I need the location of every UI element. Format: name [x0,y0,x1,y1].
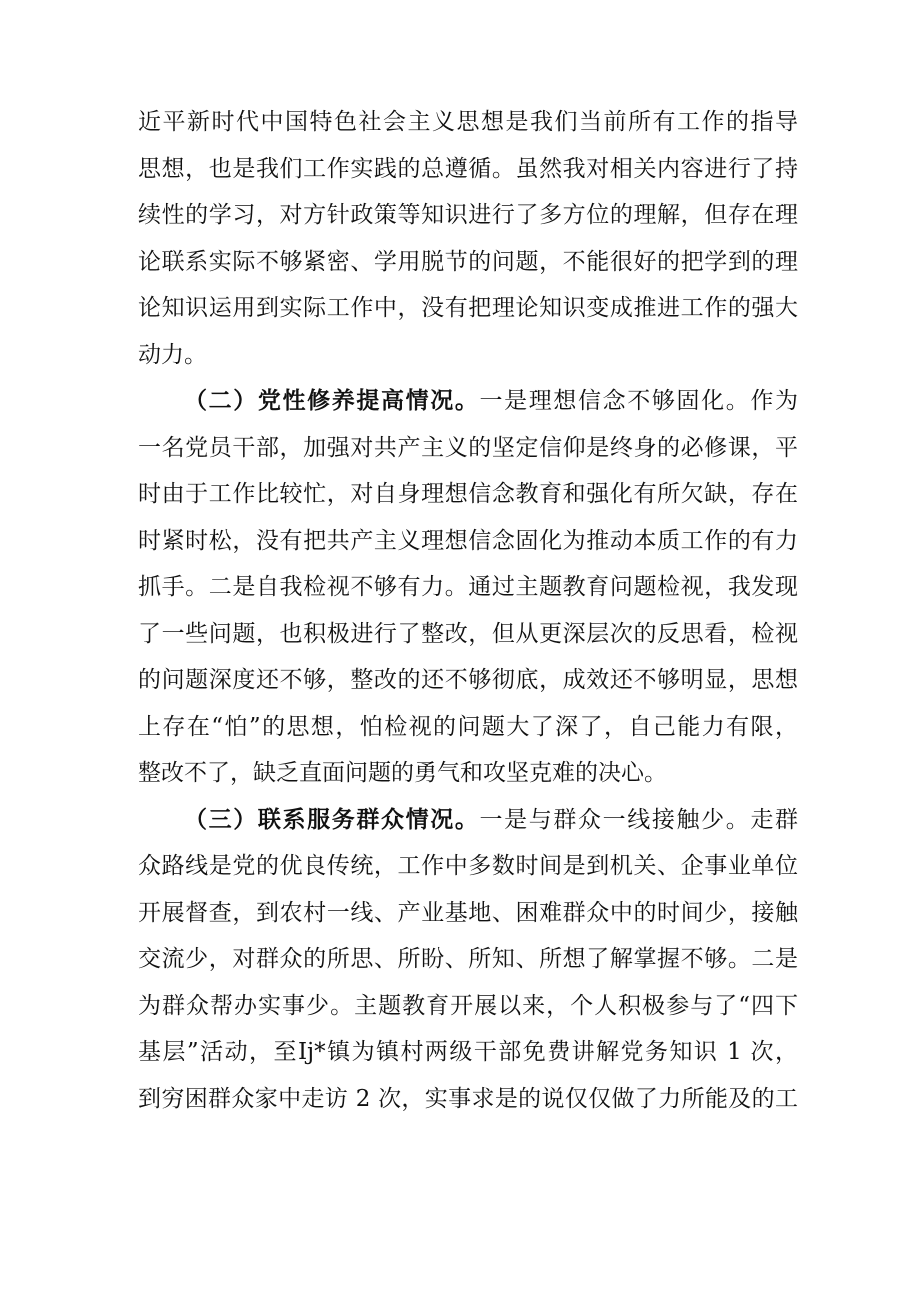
paragraph1-line-4: 论联系实际不够紧密、学用脱节的问题，不能很好的把学到的理 [138,248,798,275]
paragraph1-line-5: 论知识运用到实际工作中，没有把理论知识变成推进工作的强大 [138,295,798,321]
paragraph3-first-line-text: 一是与群众一线接触少。走群 [479,806,798,833]
paragraph3-line-2: 众路线是党的优良传统，工作中多数时间是到机关、企事业单位 [138,853,798,879]
paragraph2-line-7: 的问题深度还不够，整改的还不够彻底，成效还不够明显，思想 [138,667,798,693]
paragraph3-line-3: 开展督查，到农村一线、产业基地、困难群众中的时间少，接触 [138,899,798,926]
paragraph1-line-6: 动力。 [138,341,207,368]
paragraph1-line-1: 近平新时代中国特色社会主义思想是我们当前所有工作的指导 [138,109,798,135]
document-body [138,99,798,1122]
paragraph2-line-9: 整改不了，缺乏直面问题的勇气和攻坚克难的决心。 [138,760,667,786]
paragraph3-line-6: 基层”活动，至Ij*镇为镇村两级干部免费讲解党务知识 1 次， [138,1039,798,1065]
paragraph2-line-3: 时由于工作比较忙，对自身理想信念教育和强化有所欠缺，存在 [138,481,798,507]
paragraph2-heading: （二）党性修养提高情况。 [184,387,480,414]
paragraph2-first-line [138,378,798,425]
paragraph2-line-8: 上存在“怕”的思想，怕检视的问题大了深了，自己能力有限， [138,713,798,740]
paragraph1-line-2: 思想，也是我们工作实践的总遵循。虽然我对相关内容进行了持 [138,155,798,182]
paragraph2-line-6: 了一些问题，也积极进行了整改，但从更深层次的反思看，检视 [138,620,798,647]
paragraph3-first-line [138,797,798,844]
paragraph2-line-4: 时紧时松，没有把共产主义理想信念固化为推动本质工作的有力 [138,527,798,554]
paragraph2-first-line-text: 一是理想信念不够固化。作为 [479,388,798,414]
paragraph2-line-2: 一名党员干部，加强对共产主义的坚定信仰是终身的必修课，平 [138,434,798,461]
paragraph3-line-5: 为群众帮办实事少。主题教育开展以来，个人积极参与了“四下 [138,992,798,1019]
paragraph3-heading: （三）联系服务群众情况。 [184,805,480,833]
paragraph3-line-4: 交流少，对群众的所思、所盼、所知、所想了解掌握不够。二是 [138,946,798,972]
paragraph1-line-3: 续性的学习，对方针政策等知识进行了多方位的理解，但存在理 [138,202,798,228]
paragraph3-line-7: 到穷困群众家中走访 2 次，实事求是的说仅仅做了力所能及的工 [138,1085,798,1112]
paragraph2-line-5: 抓手。二是自我检视不够有力。通过主题教育问题检视，我发现 [138,574,798,600]
